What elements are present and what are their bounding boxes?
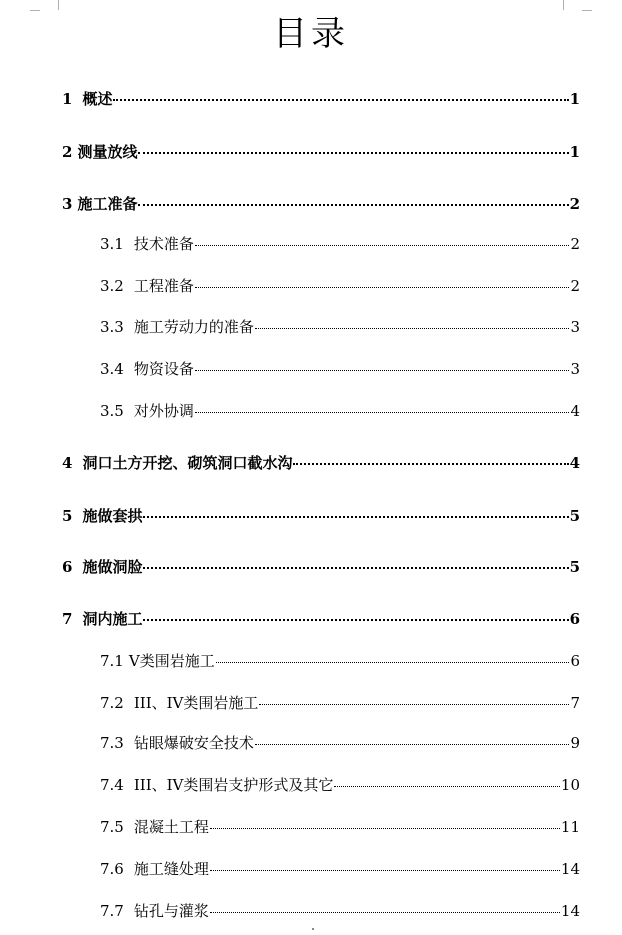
toc-entry[interactable] (100, 858, 580, 880)
dot-leader (255, 744, 570, 745)
toc-entry[interactable] (100, 650, 580, 672)
dot-leader (195, 245, 570, 246)
toc-entry[interactable] (100, 275, 580, 297)
page-title: 目录 (273, 14, 349, 54)
toc-entry-number: 3 (62, 195, 73, 213)
toc-entry-number: 6 (62, 558, 73, 576)
toc-entry-page: 2 (570, 277, 580, 295)
dot-leader (255, 328, 570, 329)
toc-entry-number: 3.4 (100, 360, 124, 378)
toc-entry-page: 14 (560, 860, 580, 878)
toc-entry-page: 3 (570, 360, 580, 378)
toc-entry-page: 1 (569, 90, 580, 108)
toc-entry[interactable] (100, 692, 580, 714)
toc-entry-page: 2 (570, 235, 580, 253)
toc-entry[interactable] (62, 141, 580, 163)
toc-entry-number: 3.5 (100, 402, 124, 420)
toc-entry-number: 3.3 (100, 318, 124, 336)
toc-entry-page: 5 (569, 558, 580, 576)
corner-mark-top-right (563, 0, 582, 10)
toc-entry-number: 7 (62, 610, 73, 628)
toc-entry-number: 3.2 (100, 277, 124, 295)
dot-leader (143, 619, 568, 621)
toc-entry[interactable] (100, 900, 580, 922)
page-marker (312, 928, 314, 930)
toc-entry-title: 混凝土工程 (133, 818, 209, 836)
toc-entry[interactable] (62, 556, 580, 578)
toc-entry-title: 施工缝处理 (133, 860, 209, 878)
dot-leader (210, 870, 560, 871)
toc-entry[interactable] (100, 816, 580, 838)
toc-entry-page: 4 (569, 454, 580, 472)
toc-entry[interactable] (100, 774, 580, 796)
toc-entry-page: 2 (569, 195, 580, 213)
dot-leader (195, 287, 570, 288)
toc-entry-title: 技术准备 (133, 235, 194, 253)
toc-entry-page: 4 (570, 402, 580, 420)
dot-leader (210, 828, 560, 829)
toc-entry-number: 7.2 (100, 694, 124, 712)
toc-entry-title: 工程准备 (133, 277, 194, 295)
dot-leader (334, 786, 560, 787)
toc-entry-number: 4 (62, 454, 73, 472)
dot-leader (143, 516, 568, 518)
toc-entry-page: 7 (570, 694, 580, 712)
toc-entry-number: 7.6 (100, 860, 124, 878)
toc-entry-page: 5 (569, 507, 580, 525)
toc-entry-page: 9 (570, 734, 580, 752)
dot-leader (113, 99, 568, 101)
toc-entry-title: 施做洞脸 (82, 558, 143, 576)
dot-leader (138, 204, 568, 206)
toc-entry-number: 7.4 (100, 776, 124, 794)
toc-entry-title: 测量放线 (77, 143, 138, 161)
dot-leader (143, 567, 568, 569)
toc-entry-title: 洞内施工 (82, 610, 143, 628)
toc-entry-title: 概述 (82, 90, 113, 108)
toc-entry-title: 洞口土方开挖、砌筑洞口截水沟 (82, 454, 293, 472)
toc-entry-title: 施工准备 (77, 195, 138, 213)
toc-entry-title: 钻孔与灌浆 (133, 902, 209, 920)
toc-entry-number: 7.7 (100, 902, 124, 920)
toc-entry[interactable] (100, 400, 580, 422)
toc-entry-title: 施做套拱 (82, 507, 143, 525)
toc-entry[interactable] (62, 505, 580, 527)
toc-entry[interactable] (100, 316, 580, 338)
toc-entry-title: V类围岩施工 (128, 652, 215, 670)
toc-entry-page: 14 (560, 902, 580, 920)
toc-entry[interactable] (62, 452, 580, 474)
corner-mark-top-left (40, 0, 59, 10)
toc-entry-page: 3 (570, 318, 580, 336)
dot-leader (259, 704, 569, 705)
toc-entry-page: 11 (560, 818, 580, 836)
toc-entry-title: 对外协调 (133, 402, 194, 420)
toc-entry-number: 7.1 (100, 652, 124, 670)
toc-entry[interactable] (62, 88, 580, 110)
toc-entry[interactable] (100, 732, 580, 754)
dot-leader (138, 152, 568, 154)
toc-entry-title: 物资设备 (133, 360, 194, 378)
toc-entry-number: 2 (62, 143, 73, 161)
toc-entry-title: 施工劳动力的准备 (133, 318, 254, 336)
corner-mark-top-left (30, 10, 40, 11)
toc-entry-number: 7.3 (100, 734, 124, 752)
dot-leader (293, 463, 568, 465)
dot-leader (195, 370, 570, 371)
toc-entry-title: 钻眼爆破安全技术 (133, 734, 254, 752)
toc-entry-number: 5 (62, 507, 73, 525)
toc-entry[interactable] (100, 358, 580, 380)
toc-entry-number: 7.5 (100, 818, 124, 836)
dot-leader (210, 912, 560, 913)
toc-entry-page: 10 (560, 776, 580, 794)
toc-entry-page: 6 (570, 652, 580, 670)
toc-entry[interactable] (62, 608, 580, 630)
toc-entry[interactable] (62, 193, 580, 215)
toc-entry-number: 1 (62, 90, 73, 108)
toc-entry[interactable] (100, 233, 580, 255)
dot-leader (216, 662, 570, 663)
toc-entry-title: III、IV类围岩支护形式及其它 (133, 776, 334, 794)
dot-leader (195, 412, 570, 413)
toc-entry-page: 6 (569, 610, 580, 628)
toc-entry-number: 3.1 (100, 235, 124, 253)
corner-mark-top-right (582, 10, 592, 11)
toc-entry-title: III、IV类围岩施工 (133, 694, 259, 712)
toc-entry-page: 1 (569, 143, 580, 161)
